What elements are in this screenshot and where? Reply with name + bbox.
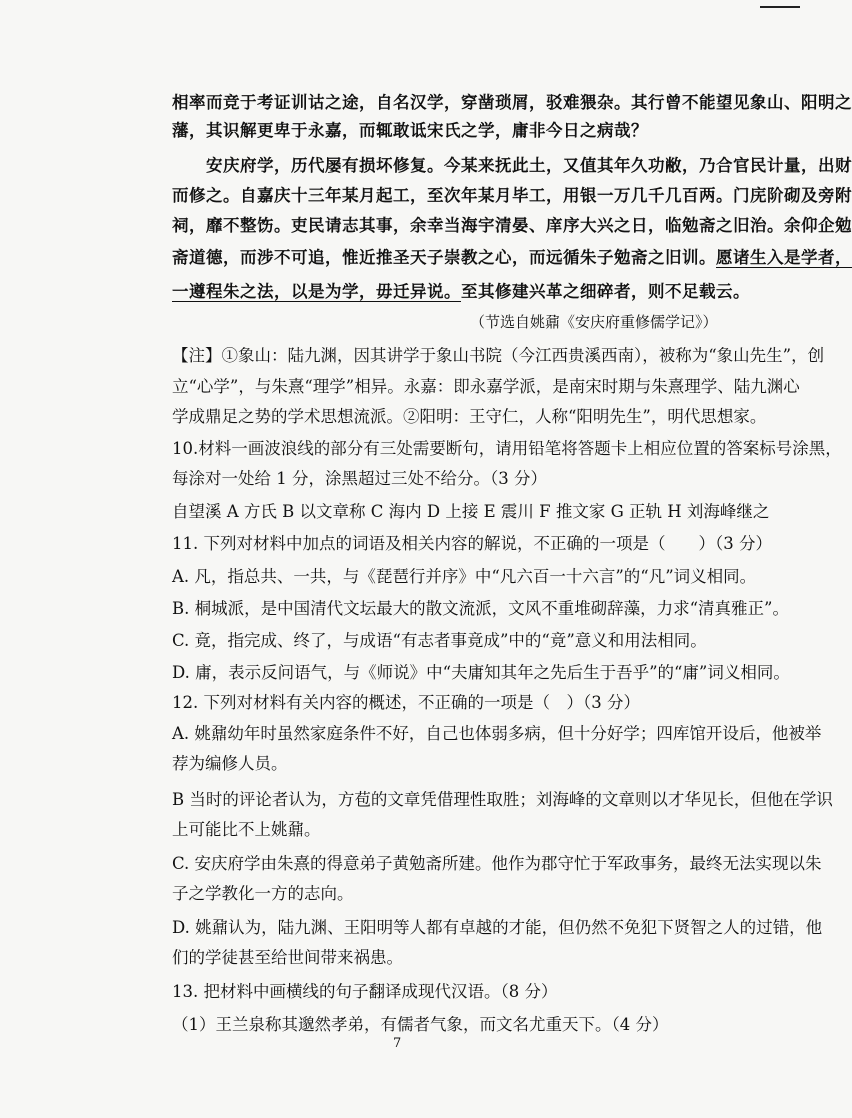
q12-option-c-cont: 子之学教化一方的志向。 bbox=[172, 884, 354, 903]
note-line: 【注】①象山：陆九渊，因其讲学于象山书院（今江西贵溪西南），被称为“象山先生”，创 bbox=[172, 346, 825, 365]
passage-text: 至其修建兴革之细碎者，则不足载云。 bbox=[461, 282, 750, 301]
q12-option-d: D. 姚鼐认为，陆九渊、王阳明等人都有卓越的才能，但仍然不免犯下贤智之人的过错，他 bbox=[172, 918, 823, 937]
passage-line bbox=[172, 281, 750, 303]
q11-stem: 11. 下列对材料中加点的词语及相关内容的解说，不正确的一项是（ ）（3 分） bbox=[172, 534, 772, 553]
note-line: 学成鼎足之势的学术思想流派。②阳明：王守仁，人称“阳明先生”，明代思想家。 bbox=[172, 407, 767, 426]
q13-stem: 13. 把材料中画横线的句子翻译成现代汉语。（8 分） bbox=[172, 982, 558, 1001]
underlined-sentence: 愿诸生入是学者， bbox=[716, 248, 852, 267]
passage-text: 斋道德，而涉不可追，惟近推圣天子崇教之心，而远循朱子勉斋之旧训。 bbox=[172, 248, 716, 267]
q12-option-a-cont: 荐为编修人员。 bbox=[172, 754, 288, 773]
passage-source: （节选自姚鼐《安庆府重修儒学记》） bbox=[470, 313, 718, 331]
passage-line: 藩，其识解更卑于永嘉，而辄敢诋宋氏之学，庸非今日之病哉？ bbox=[172, 121, 648, 140]
q10-stem: 10.材料一画波浪线的部分有三处需要断句，请用铅笔将答题卡上相应位置的答案标号涂黑， bbox=[172, 439, 842, 458]
q13-item-1: （1）王兰泉称其邈然孝弟，有儒者气象，而文名尤重天下。（4 分） bbox=[172, 1015, 669, 1034]
note-line: 立“心学”，与朱熹“理学”相异。永嘉：即永嘉学派，是南宋时期与朱熹理学、陆九渊心 bbox=[172, 377, 800, 396]
q11-option-b: B. 桐城派，是中国清代文坛最大的散文流派，文风不重堆砌辞藻，力求“清真雅正”。 bbox=[172, 599, 789, 618]
page-number: 7 bbox=[393, 1036, 402, 1051]
underlined-sentence: 一遵程朱之法，以是为学，毋迁异说。 bbox=[172, 282, 461, 301]
q12-stem: 12. 下列对材料有关内容的概述，不正确的一项是（ ）（3 分） bbox=[172, 693, 640, 712]
passage-line: 而修之。自嘉庆十三年某月起工，至次年某月毕工，用银一万几千几百两。门庑阶砌及旁附 bbox=[172, 186, 852, 205]
scan-mark bbox=[760, 6, 800, 8]
q12-option-d-cont: 们的学徒甚至给世间带来祸患。 bbox=[172, 948, 403, 967]
q10-stem: 每涂对一处给 1 分，涂黑超过三处不给分。（3 分） bbox=[172, 469, 547, 488]
q11-option-c: C. 竟，指完成、终了，与成语“有志者事竟成”中的“竟”意义和用法相同。 bbox=[172, 631, 707, 650]
passage-line: 相率而竞于考证训诂之途，自名汉学，穿凿琐屑，驳难猥杂。其行曾不能望见象山、阳明之 bbox=[172, 93, 852, 112]
q12-option-b-cont: 上可能比不上姚鼐。 bbox=[172, 820, 321, 839]
passage-line bbox=[172, 247, 852, 269]
q12-option-a: A. 姚鼐幼年时虽然家庭条件不好，自己也体弱多病，但十分好学；四库馆开设后，他被举 bbox=[172, 724, 822, 743]
q11-option-a: A. 凡，指总共、一共，与《琵琶行并序》中“凡六百一十六言”的“凡”词义相同。 bbox=[172, 567, 757, 586]
q11-option-d: D. 庸，表示反问语气，与《师说》中“夫庸知其年之先后生于吾乎”的“庸”词义相同。 bbox=[172, 663, 790, 682]
passage-line: 祠，靡不整饬。吏民请志其事，余幸当海宇清晏、庠序大兴之日，临勉斋之旧治。余仰企勉 bbox=[172, 216, 852, 235]
q10-text: 自望溪 A 方氏 B 以文章称 C 海内 D 上接 E 震川 F 推文家 G 正轨 H 刘海峰继之 bbox=[172, 502, 770, 521]
q12-option-b: B 当时的评论者认为，方苞的文章凭借理性取胜；刘海峰的文章则以才华见长，但他在学识 bbox=[172, 790, 833, 809]
passage-line: 安庆府学，历代屡有损坏修复。今某来抚此土，又值其年久功敝，乃合官民计量，出财 bbox=[172, 156, 852, 175]
q12-option-c: C. 安庆府学由朱熹的得意弟子黄勉斋所建。他作为郡守忙于军政事务，最终无法实现以朱 bbox=[172, 854, 822, 873]
